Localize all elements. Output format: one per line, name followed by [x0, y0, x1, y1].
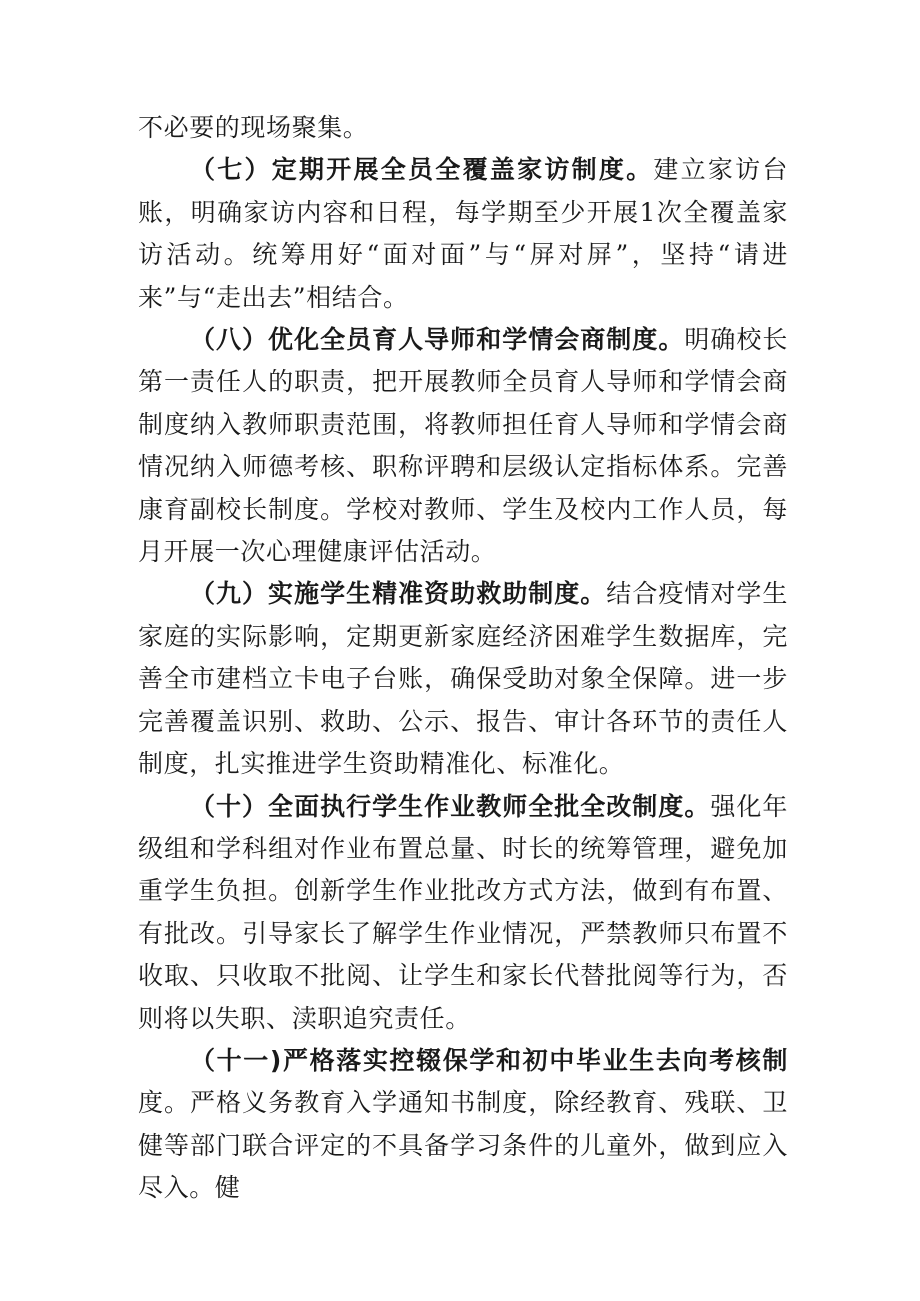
- section-heading: （十）全面执行学生作业教师全批全改制度。: [190, 791, 711, 821]
- paragraph-body: 度。严格义务教育入学通知书制度，除经教育、残联、卫健等部门联合评定的不具备学习条件的儿童外，做到应入尽入。健: [138, 1088, 788, 1203]
- paragraph-body: 明确校长第一责任人的职责，把开展教师全员育人导师和学情会商制度纳入教师职责范围，将教师担任育人导师和学情会商情况纳入师德考核、职称评聘和层级认定指标体系。完善康育副校长制度。学校对教师、学生及校内工作人员，每月开展一次心理健康评估活动。: [138, 325, 788, 567]
- paragraph-section-10: [138, 786, 788, 1040]
- paragraph-body: 强化年级组和学科组对作业布置总量、时长的统筹管理，避免加重学生负担。创新学生作业批改方式方法，做到有布置、有批改。引导家长了解学生作业情况，严禁教师只布置不收取、只收取不批阅、让学生和家长代替批阅等行为，否则将以失职、渎职追究责任。: [138, 791, 788, 1033]
- paragraph-section-9: [138, 573, 788, 785]
- section-heading: （七）定期开展全员全覆盖家访制度。: [190, 155, 654, 185]
- paragraph-body: 建立家访台账，明确家访内容和日程，每学期至少开展1次全覆盖家访活动。统筹用好“面对面”与“屏对屏”，坚持“请进来”与“走出去”相结合。: [138, 155, 788, 312]
- section-heading: （九）实施学生精准资助救助制度。: [190, 579, 607, 609]
- paragraph-continuation: [138, 107, 788, 149]
- paragraph-body: 不必要的现场聚集。: [138, 113, 369, 142]
- paragraph-section-7: [138, 149, 788, 319]
- section-heading: （十一)严格落实控辍保学和初中毕业生去向考核制: [190, 1045, 788, 1075]
- section-heading: （八）优化全员育人导师和学情会商制度。: [190, 325, 685, 355]
- paragraph-section-11: [138, 1040, 788, 1210]
- document-page: [138, 107, 788, 1210]
- paragraph-body: 结合疫情对学生家庭的实际影响，定期更新家庭经济困难学生数据库，完善全市建档立卡电子台账，确保受助对象全保障。进一步完善覆盖识别、救助、公示、报告、审计各环节的责任人制度，扎实推进学生资助精准化、标准化。: [138, 579, 789, 779]
- paragraph-section-8: [138, 319, 788, 573]
